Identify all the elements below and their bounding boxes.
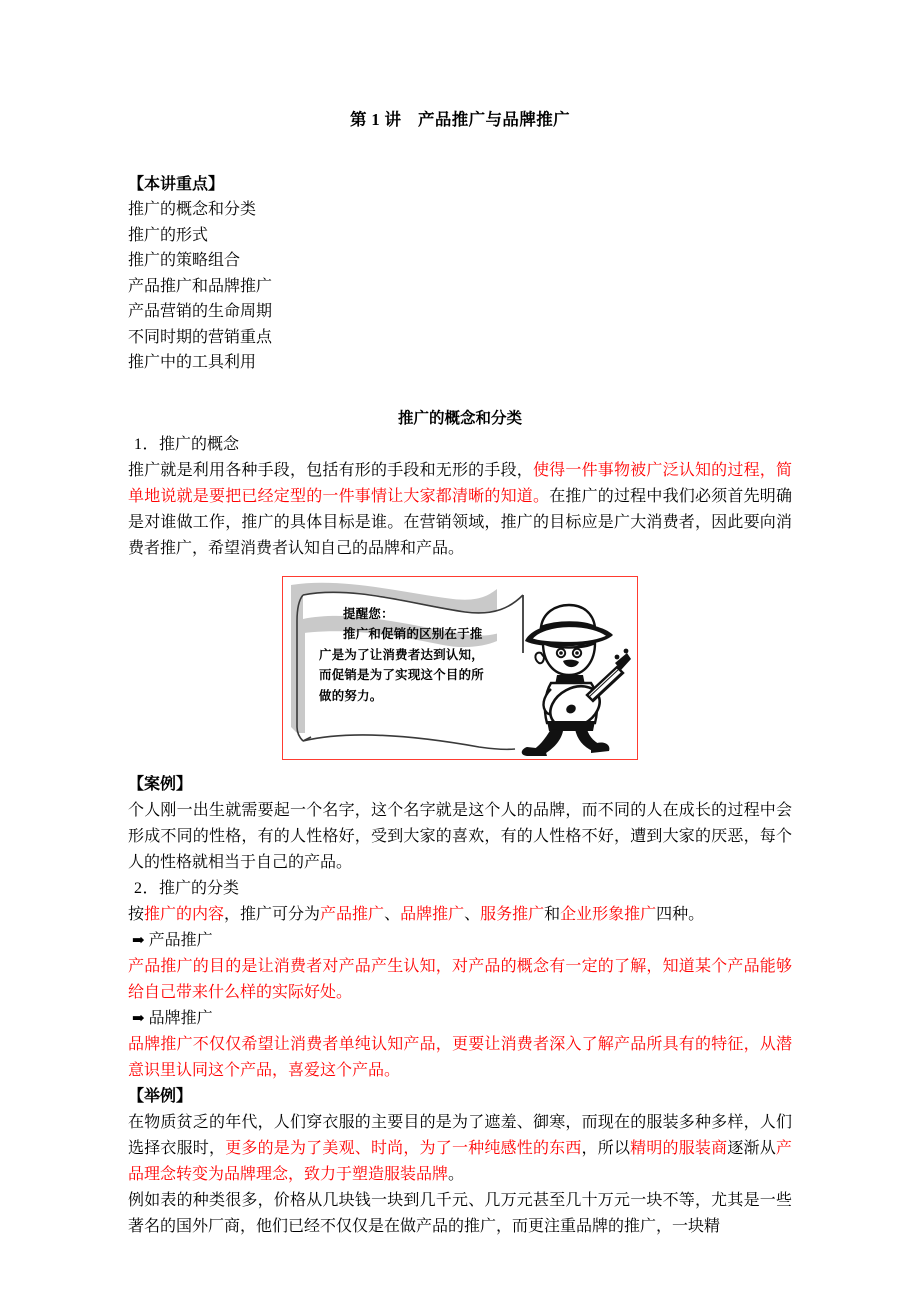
ex-black-1: 在物质贫乏的年代，人们穿衣服的主要目的是为了遮羞、御寒，而现在的服装多种多样，人们选择衣服时， [128,1113,792,1157]
subsection-number: 1． [134,435,160,453]
callout-text-block [319,604,495,707]
callout-wrapper [128,576,792,760]
reminder-callout-box [282,576,638,760]
cls-black-5: 和 [544,905,561,923]
cowboy-guitarist-icon [513,597,631,757]
case-heading: 【案例】 [128,775,193,793]
bullet-label: 品牌推广 [148,1009,213,1027]
ex-red-3: 产品理念转变为品牌理念，致力于塑造服装品牌 [128,1139,792,1183]
cls-red-2: 产品推广 [320,905,385,923]
ex-black-4: 。 [448,1165,465,1183]
key-points-heading: 【本讲重点】 [128,175,225,193]
cls-red-5: 企业形象推广 [560,905,657,923]
cls-red-1: 推广的内容 [144,905,225,923]
key-points-block [128,172,792,376]
classification-intro [128,902,792,928]
bullet-item-brand-promotion [128,1006,792,1032]
cls-red-3: 品牌推广 [400,905,465,923]
cls-red-4: 服务推广 [480,905,545,923]
concept-text-red-1: 使得一件事物被广泛认知的过程，简单地说就是要把已经定型的一件事情让大家都清晰的知道。 [128,461,792,505]
cls-black-4: 、 [464,905,481,923]
subsection-number: 2． [134,879,160,897]
key-point-item: 推广中的工具利用 [128,354,257,372]
arrow-right-icon: ➡ [132,932,145,949]
document-content [128,0,792,1240]
key-point-item: 推广的形式 [128,226,209,244]
concept-paragraph [128,458,792,562]
key-point-item: 产品推广和品牌推广 [128,277,273,295]
bullet-item-product-promotion [128,928,792,954]
title-main: 产品推广与品牌推广 [417,110,571,129]
subsection-title: 推广的概念 [159,435,240,453]
subsection-heading-concept [128,432,792,458]
case-paragraph: 个人刚一出生就需要起一个名字，这个名字就是这个人的品牌，而不同的人在成长的过程中会形成不同的性格，有的人性格好，受到大家的喜欢，有的人性格不好，遭到大家的厌恶，每个人的性格就相当于自己的产品。 [128,801,792,871]
callout-body: 推广和促销的区别在于推广是为了让消费者达到认知，而促销是为了实现这个目的所做的努力。 [319,626,484,703]
key-point-item: 推广的概念和分类 [128,201,257,219]
example-paragraph-1 [128,1110,792,1188]
key-point-item: 推广的策略组合 [128,252,241,270]
bullet-label: 产品推广 [148,931,213,949]
concept-text-black-1: 推广就是利用各种手段，包括有形的手段和无形的手段， [128,461,533,479]
section-heading: 推广的概念和分类 [397,409,522,427]
concept-text-black-2: 在推广的过程中我们必须首先明确是对谁做工作，推广的具体目标是谁。在营销领域，推广的目标应是广大消费者，因此要向消费者推广，希望消费者认知自己的品牌和产品。 [128,487,792,557]
ex-black-2: ，所以 [581,1139,631,1157]
example-heading: 【举例】 [128,1087,193,1105]
subsection-title: 推广的分类 [159,879,240,897]
arrow-right-icon: ➡ [132,1010,145,1027]
cls-black-6: 四种。 [656,905,705,923]
ex-red-1: 更多的是为了美观、时尚，为了一种纯感性的东西 [225,1139,582,1157]
cls-black-2: ，推广可分为 [224,905,321,923]
ex-red-2: 精明的服装商 [630,1139,728,1157]
ex-black-3: 逐渐从 [727,1139,776,1157]
example-paragraph-2: 例如表的种类很多，价格从几块钱一块到几千元、几万元甚至几十万元一块不等，尤其是一些著名的国外厂商，他们已经不仅仅是在做产品的推广，而更注重品牌的推广，一块精 [128,1191,792,1235]
key-point-item: 不同时期的营销重点 [128,328,273,346]
product-promotion-description: 产品推广的目的是让消费者对产品产生认知，对产品的概念有一定的了解，知道某个产品能够给自己带来什么样的实际好处。 [128,957,792,1001]
title-prefix: 第 1 讲 [349,110,402,129]
cls-black-3: 、 [384,905,401,923]
subsection-heading-classification [128,876,792,902]
key-point-item: 产品营销的生命周期 [128,303,273,321]
brand-promotion-description: 品牌推广不仅仅希望让消费者单纯认知产品，更要让消费者深入了解产品所具有的特征，从潜意识里认同这个产品，喜爱这个产品。 [128,1035,792,1079]
callout-title: 提醒您： [343,605,394,621]
page-title [128,110,792,130]
cls-black-1: 按 [128,905,145,923]
